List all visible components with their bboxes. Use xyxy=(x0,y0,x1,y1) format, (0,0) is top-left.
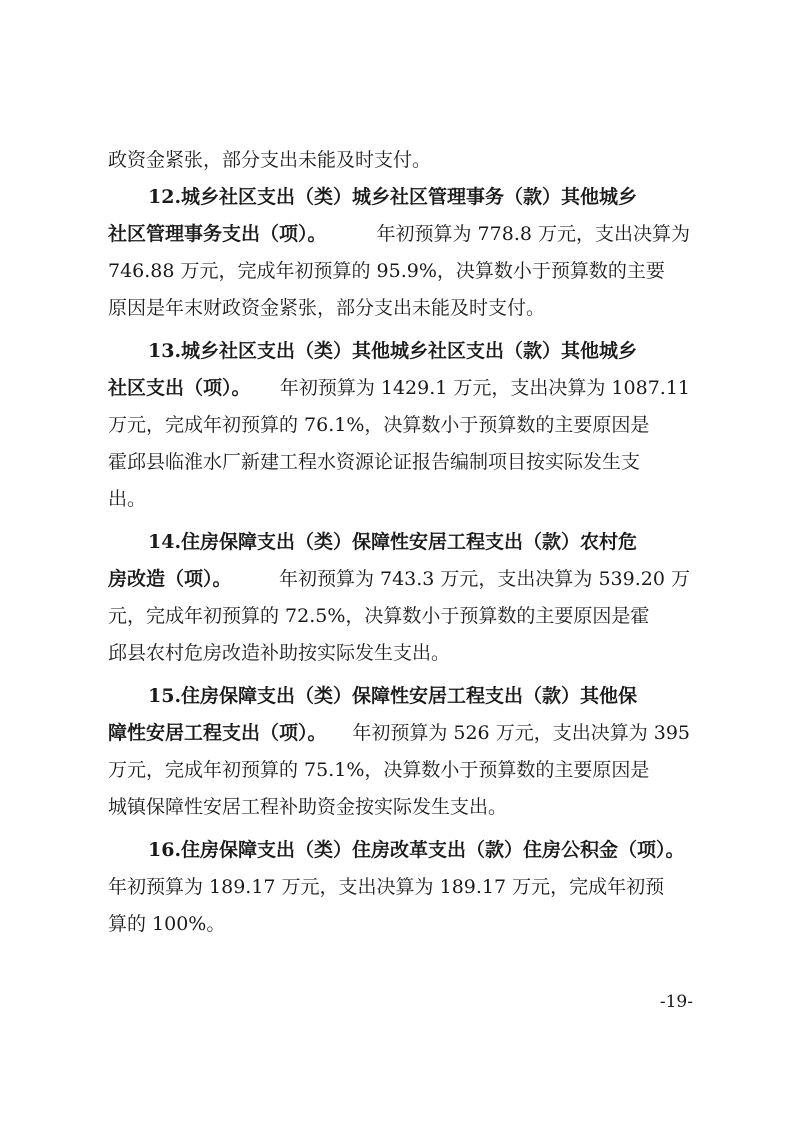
item-13-heading: 13.城乡社区支出（类）其他城乡社区支出（款）其他城乡 xyxy=(148,340,638,362)
text-line: 算的 100%。 xyxy=(108,913,226,935)
text-line: 万元，完成年初预算的 75.1%，决算数小于预算数的主要原因是 xyxy=(108,759,650,781)
text-line: 社区支出（项）。 年初预算为 1429.1 万元，支出决算为 1087.11 xyxy=(108,377,690,399)
text-line: 霍邱县临淮水厂新建工程水资源论证报告编制项目按实际发生支 xyxy=(108,451,641,473)
item-16-heading: 16.住房保障支出（类）住房改革支出（款）住房公积金（项）。 xyxy=(148,839,685,861)
text-line: 障性安居工程支出（项）。 年初预算为 526 万元，支出决算为 395 xyxy=(108,722,690,744)
item-14-heading: 14.住房保障支出（类）保障性安居工程支出（款）农村危 xyxy=(148,531,638,553)
text-line: 元，完成年初预算的 72.5%，决算数小于预算数的主要原因是霍 xyxy=(108,605,650,627)
body-text xyxy=(108,142,690,943)
text-line: 房改造（项）。 年初预算为 743.3 万元，支出决算为 539.20 万 xyxy=(108,568,690,590)
text-line: 邱县农村危房改造补助按实际发生支出。 xyxy=(108,642,451,664)
text-line: 出。 xyxy=(108,488,147,510)
text-line: 城镇保障性安居工程补助资金按实际发生支出。 xyxy=(108,796,508,818)
item-12-heading: 12.城乡社区支出（类）城乡社区管理事务（款）其他城乡 xyxy=(148,186,638,208)
text-line: 政资金紧张，部分支出未能及时支付。 xyxy=(108,149,432,171)
text-line: 年初预算为 189.17 万元，支出决算为 189.17 万元，完成年初预 xyxy=(108,876,665,898)
text-line: 原因是年末财政资金紧张，部分支出未能及时支付。 xyxy=(108,297,546,319)
text-line: 万元，完成年初预算的 76.1%，决算数小于预算数的主要原因是 xyxy=(108,414,650,436)
text-line: 746.88 万元，完成年初预算的 95.9%，决算数小于预算数的主要 xyxy=(108,260,665,282)
page-number: -19- xyxy=(659,992,693,1012)
item-15-heading: 15.住房保障支出（类）保障性安居工程支出（款）其他保 xyxy=(148,685,638,707)
text-line: 社区管理事务支出（项）。 年初预算为 778.8 万元，支出决算为 xyxy=(108,223,690,245)
